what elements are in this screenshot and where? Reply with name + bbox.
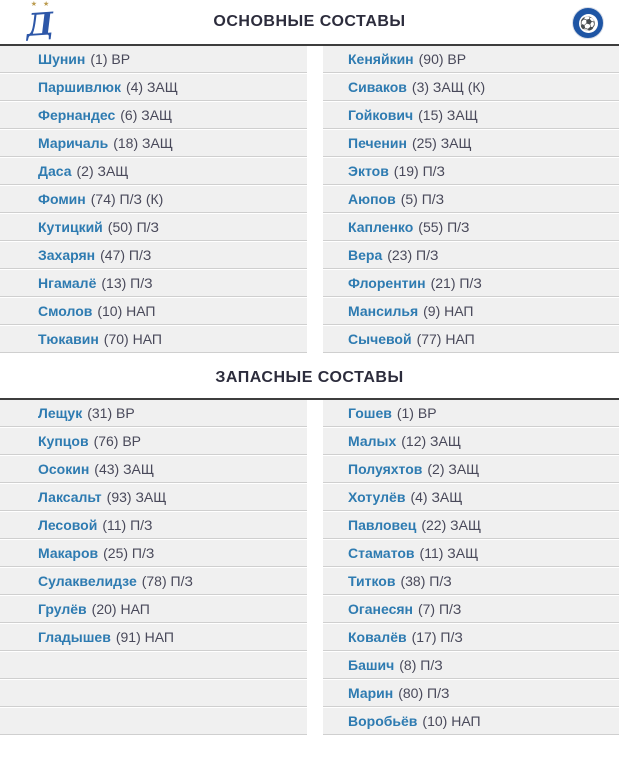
player-link[interactable]: Лаксальт	[38, 489, 102, 505]
player-number-position: (9) НАП	[423, 303, 474, 319]
player-row	[0, 400, 307, 427]
main-away-squad-list	[323, 46, 619, 354]
player-row	[323, 568, 619, 595]
player-number-position: (1) ВР	[90, 51, 131, 67]
player-link[interactable]: Захарян	[38, 247, 96, 263]
player-number-position: (3) ЗАЩ (К)	[411, 79, 486, 95]
empty-row	[0, 680, 307, 707]
player-number-position: (43) ЗАЩ	[94, 461, 155, 477]
player-link[interactable]: Аюпов	[348, 191, 396, 207]
player-number-position: (80) П/З	[398, 685, 450, 701]
player-link[interactable]: Кеняйкин	[348, 51, 414, 67]
player-row	[323, 428, 619, 455]
player-link[interactable]: Смолов	[38, 303, 93, 319]
player-row	[323, 242, 619, 269]
player-row	[0, 46, 307, 73]
away-club-crest-logo[interactable]	[572, 7, 604, 39]
reserve-squads-title: ЗАПАСНЫЕ СОСТАВЫ	[215, 369, 404, 386]
player-link[interactable]: Шунин	[38, 51, 86, 67]
player-row	[323, 214, 619, 241]
player-row	[323, 298, 619, 325]
player-link[interactable]: Стаматов	[348, 545, 415, 561]
player-number-position: (25) ЗАЩ	[411, 135, 472, 151]
player-row	[323, 46, 619, 73]
player-row	[323, 130, 619, 157]
main-squads-columns	[0, 46, 619, 354]
player-number-position: (5) П/З	[400, 191, 445, 207]
main-home-squad-list	[0, 46, 307, 354]
player-number-position: (4) ЗАЩ	[125, 79, 178, 95]
player-number-position: (76) ВР	[93, 433, 142, 449]
player-link[interactable]: Кутицкий	[38, 219, 103, 235]
player-row	[0, 102, 307, 129]
player-number-position: (22) ЗАЩ	[421, 517, 482, 533]
player-link[interactable]: Ковалёв	[348, 629, 407, 645]
player-link[interactable]: Сулаквелидзе	[38, 573, 137, 589]
player-number-position: (38) П/З	[400, 573, 452, 589]
player-number-position: (2) ЗАЩ	[76, 163, 129, 179]
player-link[interactable]: Вера	[348, 247, 383, 263]
player-row	[323, 484, 619, 511]
player-number-position: (6) ЗАЩ	[120, 107, 173, 123]
player-number-position: (93) ЗАЩ	[106, 489, 167, 505]
player-number-position: (55) П/З	[418, 219, 470, 235]
player-link[interactable]: Капленко	[348, 219, 414, 235]
champion-stars-icon: ★ ★	[30, 1, 52, 8]
player-row	[0, 214, 307, 241]
main-squads-header	[0, 0, 619, 46]
player-row	[0, 186, 307, 213]
player-link[interactable]: Марин	[348, 685, 394, 701]
player-row	[323, 326, 619, 353]
player-link[interactable]: Гладышев	[38, 629, 111, 645]
player-row	[0, 242, 307, 269]
player-number-position: (90) ВР	[418, 51, 467, 67]
player-row	[323, 400, 619, 427]
player-row	[323, 652, 619, 679]
player-number-position: (7) П/З	[417, 601, 462, 617]
player-number-position: (20) НАП	[91, 601, 150, 617]
player-link[interactable]: Гошев	[348, 405, 392, 421]
player-link[interactable]: Печенин	[348, 135, 407, 151]
player-link[interactable]: Маричаль	[38, 135, 109, 151]
player-link[interactable]: Флорентин	[348, 275, 426, 291]
player-number-position: (91) НАП	[115, 629, 174, 645]
player-link[interactable]: Полуяхтов	[348, 461, 423, 477]
player-number-position: (10) НАП	[422, 713, 481, 729]
player-number-position: (31) ВР	[87, 405, 135, 421]
main-squads-section	[0, 0, 619, 354]
player-link[interactable]: Фернандес	[38, 107, 116, 123]
player-row	[323, 512, 619, 539]
player-row	[0, 270, 307, 297]
player-link[interactable]: Титков	[348, 573, 396, 589]
player-number-position: (21) П/З	[430, 275, 482, 291]
player-row	[323, 680, 619, 707]
player-link[interactable]: Макаров	[38, 545, 99, 561]
player-row	[323, 158, 619, 185]
player-link[interactable]: Сиваков	[348, 79, 407, 95]
player-row	[0, 456, 307, 483]
player-row	[0, 326, 307, 353]
player-row	[0, 540, 307, 567]
player-row	[323, 596, 619, 623]
player-number-position: (25) П/З	[103, 545, 155, 561]
player-row	[0, 130, 307, 157]
player-number-position: (70) НАП	[103, 331, 162, 347]
player-row	[0, 568, 307, 595]
player-row	[323, 540, 619, 567]
player-link[interactable]: Малых	[348, 433, 397, 449]
player-link[interactable]: Грулёв	[38, 601, 87, 617]
player-number-position: (15) ЗАЩ	[418, 107, 478, 123]
player-number-position: (19) П/З	[393, 163, 445, 179]
player-number-position: (50) П/З	[107, 219, 159, 235]
player-link[interactable]: Хотулёв	[348, 489, 406, 505]
player-link[interactable]: Осокин	[38, 461, 90, 477]
player-row	[0, 512, 307, 539]
player-link[interactable]: Даса	[38, 163, 72, 179]
player-number-position: (11) П/З	[102, 517, 153, 533]
player-link[interactable]: Гойкович	[348, 107, 414, 123]
player-number-position: (11) ЗАЩ	[419, 545, 479, 561]
player-row	[0, 484, 307, 511]
player-link[interactable]: Воробьёв	[348, 713, 418, 729]
player-row	[0, 74, 307, 101]
football-icon: ⚽	[579, 15, 597, 31]
reserve-squads-columns	[0, 400, 619, 736]
reserve-away-squad-list	[323, 400, 619, 736]
player-link[interactable]: Купцов	[38, 433, 89, 449]
player-link[interactable]: Лещук	[38, 405, 83, 421]
player-number-position: (4) ЗАЩ	[410, 489, 463, 505]
reserve-squads-section	[0, 354, 619, 736]
player-row	[323, 74, 619, 101]
player-number-position: (18) ЗАЩ	[113, 135, 173, 151]
player-number-position: (1) ВР	[396, 405, 437, 421]
dynamo-crest-logo[interactable]	[22, 1, 58, 44]
player-row	[0, 158, 307, 185]
player-row	[0, 596, 307, 623]
reserve-home-squad-list	[0, 400, 307, 736]
player-link[interactable]: Лесовой	[38, 517, 98, 533]
player-link[interactable]: Нгамалё	[38, 275, 97, 291]
player-row	[0, 428, 307, 455]
player-number-position: (8) П/З	[399, 657, 443, 673]
crest-inner-circle	[579, 14, 598, 33]
player-link[interactable]: Тюкавин	[38, 331, 99, 347]
player-number-position: (47) П/З	[100, 247, 152, 263]
player-row	[0, 298, 307, 325]
player-row	[323, 624, 619, 651]
empty-row	[0, 708, 307, 735]
player-number-position: (17) П/З	[411, 629, 463, 645]
player-link[interactable]: Башич	[348, 657, 395, 673]
player-link[interactable]: Оганесян	[348, 601, 413, 617]
player-number-position: (10) НАП	[97, 303, 156, 319]
player-row	[323, 708, 619, 735]
dynamo-d-letter-icon: Д	[24, 6, 56, 44]
player-number-position: (74) П/З (К)	[90, 191, 164, 207]
player-number-position: (78) П/З	[141, 573, 193, 589]
player-link[interactable]: Паршивлюк	[38, 79, 121, 95]
player-row	[323, 102, 619, 129]
player-number-position: (13) П/З	[101, 275, 153, 291]
player-number-position: (77) НАП	[416, 331, 475, 347]
empty-row	[0, 652, 307, 679]
player-link[interactable]: Сычевой	[348, 331, 412, 347]
player-link[interactable]: Фомин	[38, 191, 86, 207]
player-number-position: (2) ЗАЩ	[427, 461, 480, 477]
player-row	[0, 624, 307, 651]
reserve-squads-header	[0, 354, 619, 400]
main-squads-title: ОСНОВНЫЕ СОСТАВЫ	[213, 13, 406, 30]
player-row	[323, 456, 619, 483]
player-link[interactable]: Эктов	[348, 163, 389, 179]
player-link[interactable]: Павловец	[348, 517, 417, 533]
player-number-position: (23) П/З	[387, 247, 439, 263]
player-row	[323, 186, 619, 213]
player-link[interactable]: Мансилья	[348, 303, 419, 319]
player-number-position: (12) ЗАЩ	[401, 433, 461, 449]
player-row	[323, 270, 619, 297]
